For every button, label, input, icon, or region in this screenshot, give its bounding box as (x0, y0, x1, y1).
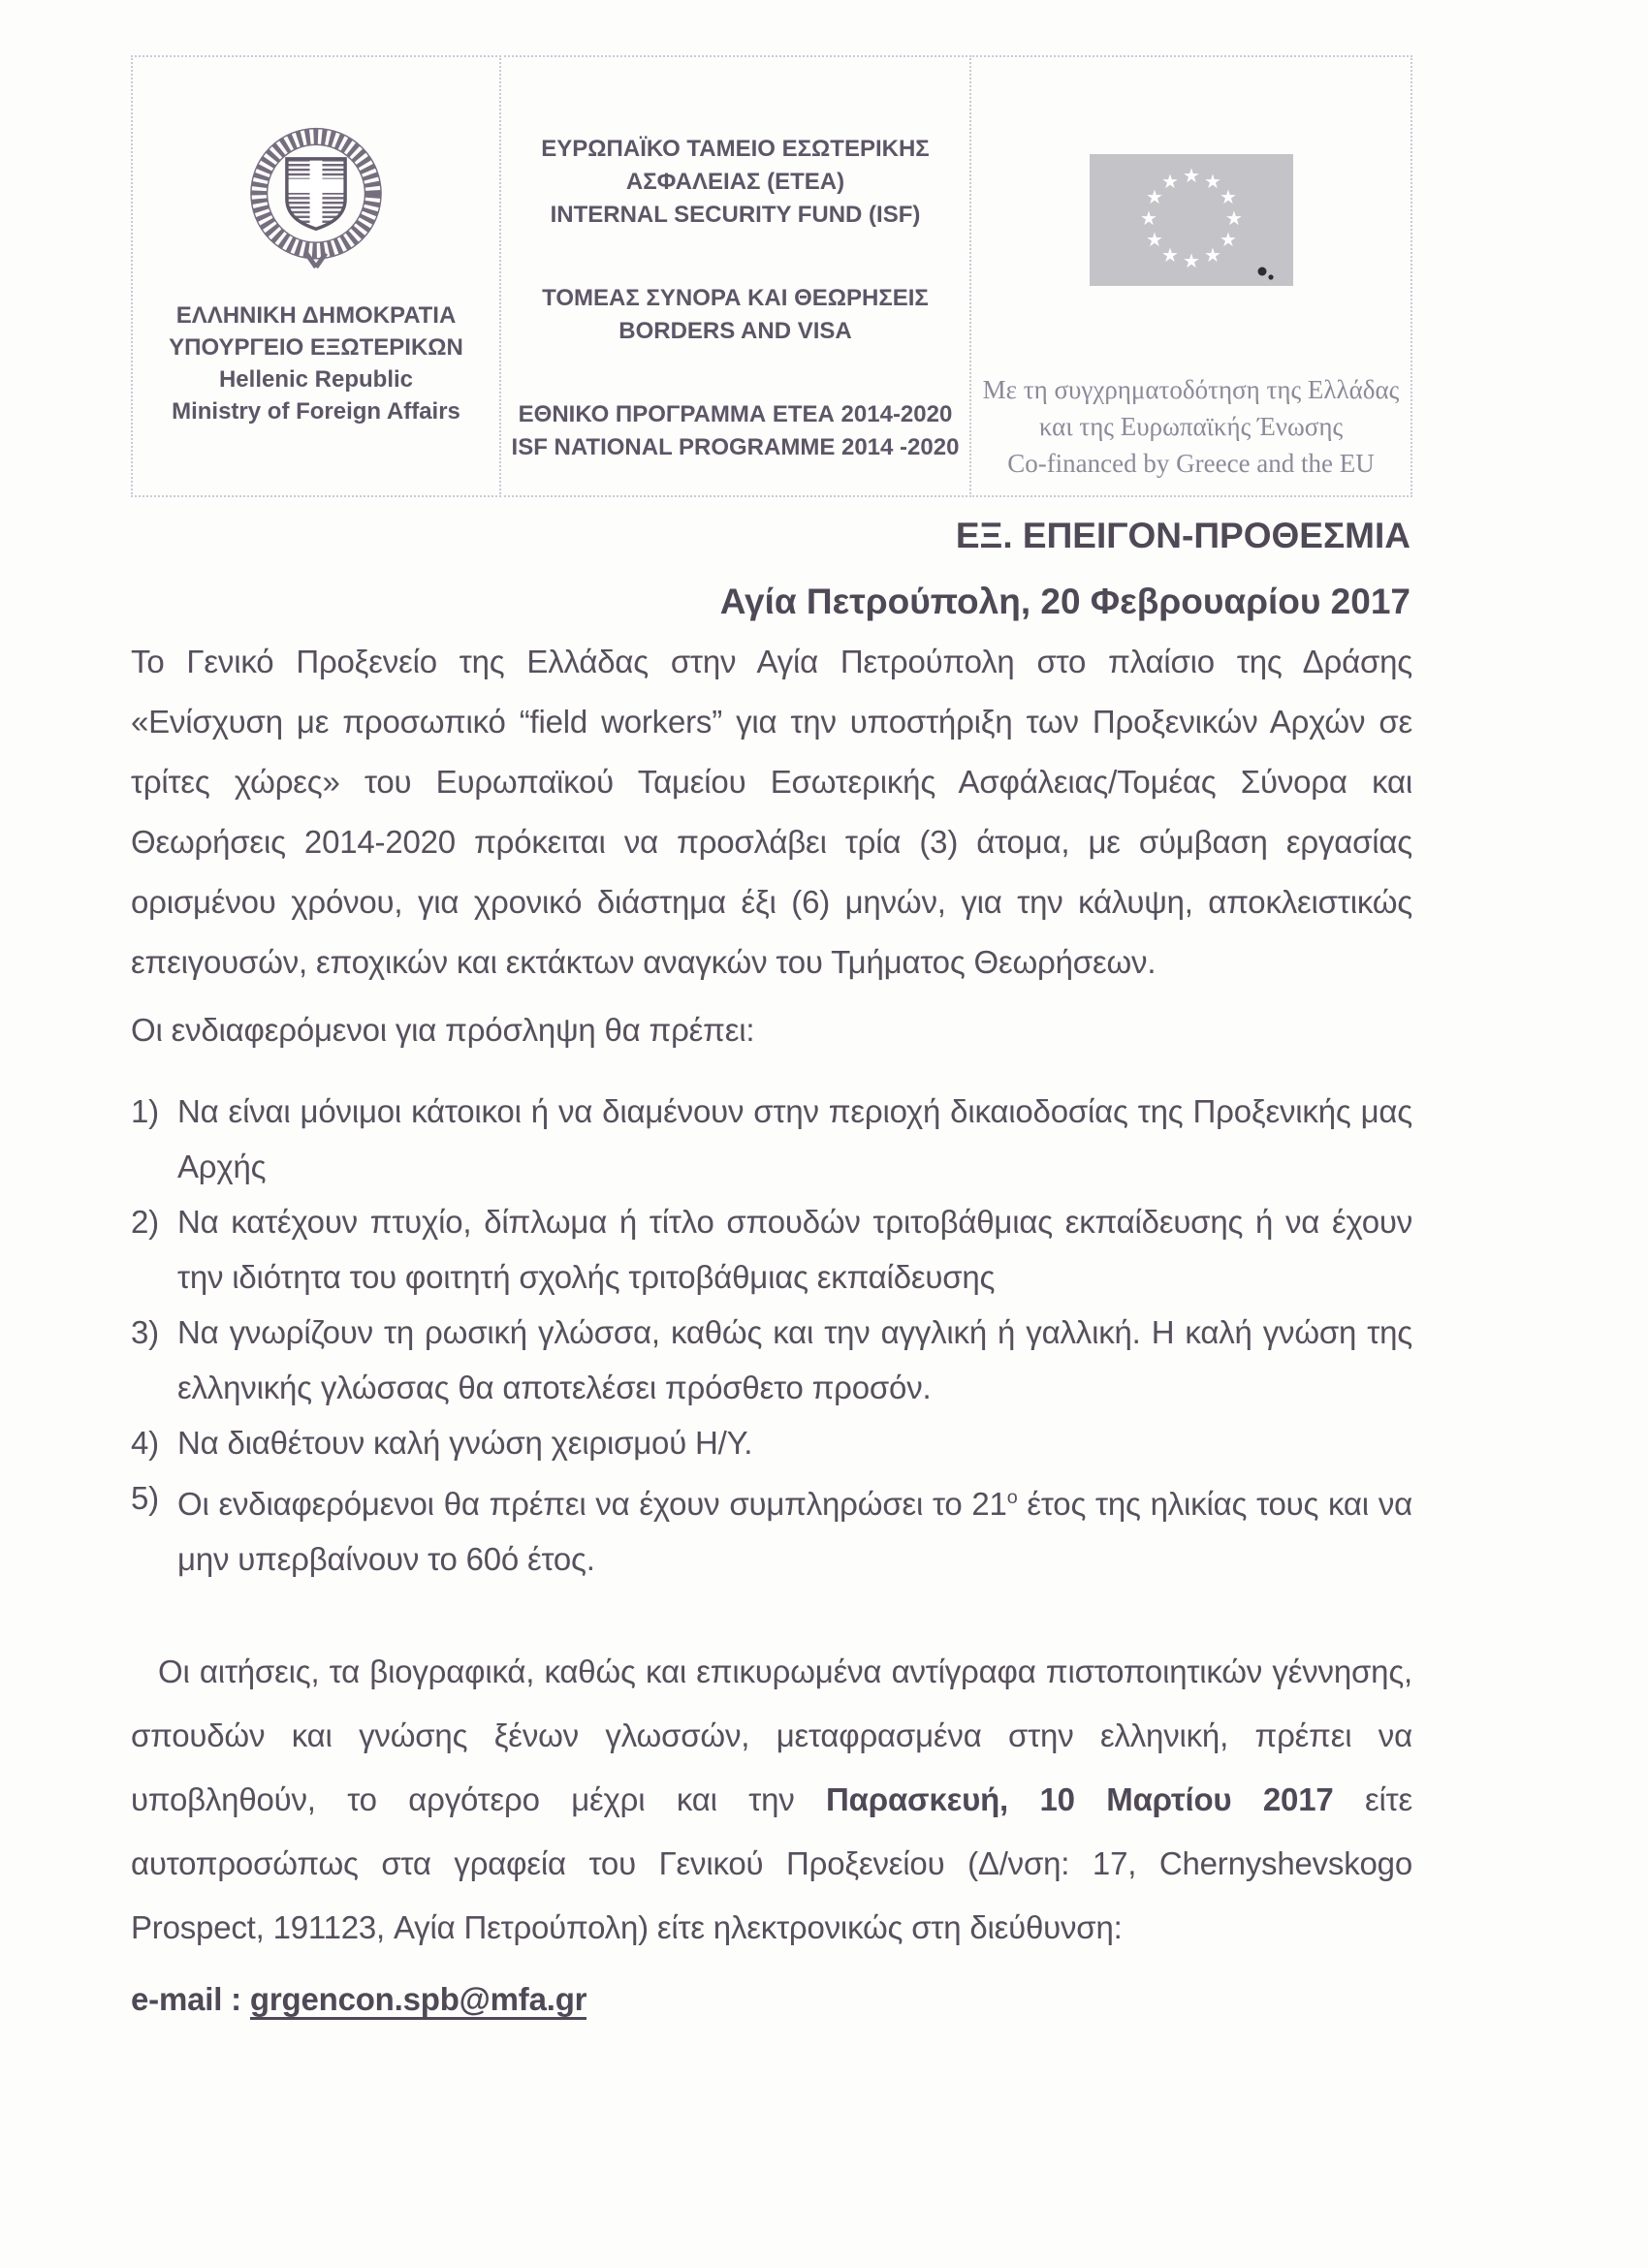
cofinance-caption (983, 371, 1400, 482)
list-item-text-pre: Οι ενδιαφερόμενοι θα πρέπει να έχουν συμπληρώσει το 21 (177, 1486, 1007, 1522)
programme-title (512, 398, 960, 464)
list-item (131, 1470, 1412, 1587)
list-item-text: Να κατέχουν πτυχίο, δίπλωμα ή τίτλο σπουδών τριτοβάθμιας εκπαίδευσης ή να έχουν την ιδιότητα του φοιτητή σχολής τριτοβάθμιας εκπαίδευσης (177, 1204, 1412, 1295)
list-item (131, 1084, 1412, 1194)
list-item (131, 1415, 1412, 1470)
svg-text:★: ★ (1203, 172, 1221, 193)
programme-title-line: ISF NATIONAL PROGRAMME 2014 -2020 (511, 434, 960, 460)
svg-text:★: ★ (1139, 208, 1157, 230)
letterhead-cell-eu (969, 55, 1412, 497)
eu-flag-icon (1090, 154, 1293, 286)
list-item (131, 1305, 1412, 1415)
ordinal-superscript: ο (1006, 1487, 1018, 1508)
fund-title-line: INTERNAL SECURITY FUND (ISF) (550, 202, 921, 228)
letter-body (131, 632, 1412, 2032)
sector-title (542, 282, 929, 348)
svg-text:★: ★ (1219, 230, 1237, 251)
list-item-number: 4) (131, 1425, 159, 1461)
fund-title-line: ΕΥΡΩΠΑΪΚΟ ΤΑΜΕΙΟ ΕΣΩΤΕΡΙΚΗΣ (541, 136, 930, 162)
list-item-number: 1) (131, 1093, 159, 1129)
letterhead-table (131, 55, 1412, 497)
svg-text:★: ★ (1182, 251, 1200, 272)
list-item-text (177, 1470, 1412, 1587)
email-label: e-mail : (131, 1981, 250, 2017)
svg-text:★: ★ (1145, 187, 1163, 208)
submission-text-pre: Οι αιτήσεις, τα βιογραφικά, καθώς και επικυρωμένα αντίγραφα πιστοποιητικών γέννησης, σπουδών και γνώσης ξένων γλωσσών, μεταφρασμένα στην ελληνική, πρέπει να υποβληθούν, το αργότερο μέχρι και την (131, 1654, 1412, 1817)
paragraph-requirements-intro: Οι ενδιαφερόμενοι για πρόσληψη θα πρέπει: (131, 1012, 755, 1048)
letterhead-cell-ministry (131, 55, 501, 497)
letterhead-cell-fund (499, 55, 971, 497)
email-link[interactable]: grgencon.spb@mfa.gr (250, 1981, 586, 2020)
ministry-line: ΥΠΟΥΡΓΕΙΟ ΕΞΩΤΕΡΙΚΩΝ (169, 334, 463, 361)
svg-text:★: ★ (1160, 245, 1179, 267)
list-item-number: 5) (131, 1480, 159, 1516)
paragraph-submission (131, 1640, 1412, 1960)
fund-title-line: ΑΣΦΑΛΕΙΑΣ (ΕΤΕΑ) (625, 169, 845, 195)
paragraph-announcement: Το Γενικό Προξενείο της Ελλάδας στην Αγία Πετρούπολη στο πλαίσιο της Δράσης «Ενίσχυση με προσωπικό “field workers” για την υποστήριξη των Προξενικών Αρχών σε τρίτες χώρες» του Ευρωπαϊκού Ταμείου Εσωτερικής Ασφάλειας/Τομέας Σύνορα και Θεωρήσεις 2014-2020 πρόκειται να προσλάβει τρία (3) άτομα, με σύμβαση εργασίας ορισμένου χρόνου, για χρονικό διάστημα έξι (6) μηνών, για την κάλυψη, αποκλειστικώς επειγουσών, εποχικών και εκτάκτων αναγκών του Τμήματος Θεωρήσεων. (131, 644, 1412, 980)
svg-text:★: ★ (1145, 230, 1163, 251)
submission-text-post: είτε αυτοπροσώπως στα γραφεία του Γενικού Προξενείου (Δ/νση: 17, Chernyshevskogo Prospect, 191123, Αγία Πετρούπολη) είτε ηλεκτρονικώς στη διεύθυνση: (131, 1781, 1413, 1945)
svg-text:★: ★ (1219, 187, 1237, 208)
programme-title-line: ΕΘΝΙΚΟ ΠΡΟΓΡΑΜΜΑ ΕΤΕΑ 2014-2020 (518, 401, 953, 427)
deadline-date: Παρασκευή, 10 Μαρτίου 2017 (826, 1781, 1334, 1817)
requirements-list (131, 1084, 1412, 1587)
list-item-number: 3) (131, 1314, 159, 1350)
fund-title (541, 133, 929, 232)
ministry-line: Hellenic Republic (218, 366, 414, 393)
list-item-text: Να είναι μόνιμοι κάτοικοι ή να διαμένουν στην περιοχή δικαιοδοσίας της Προξενικής μας Αρχής (177, 1093, 1412, 1184)
svg-text:★: ★ (1182, 166, 1200, 187)
svg-text:★: ★ (1203, 245, 1221, 267)
svg-text:★: ★ (1224, 208, 1243, 230)
list-item-text: Να γνωρίζουν τη ρωσική γλώσσα, καθώς και την αγγλική ή γαλλική. Η καλή γνώση της ελληνικής γλώσσας θα αποτελέσει πρόσθετο προσόν. (177, 1314, 1412, 1405)
ministry-line: ΕΛΛΗΝΙΚΗ ΔΗΜΟΚΡΑΤΙΑ (175, 302, 457, 329)
list-item-number: 2) (131, 1204, 159, 1240)
list-item-text: Να διαθέτουν καλή γνώση χειρισμού Η/Υ. (177, 1425, 753, 1461)
hellenic-coat-of-arms-icon (233, 121, 399, 274)
svg-text:★: ★ (1160, 172, 1179, 193)
sector-title-line: BORDERS AND VISA (618, 318, 852, 344)
urgency-label: ΕΞ. ΕΠΕΙΓΟΝ-ΠΡΟΘΕΣΜΙΑ (955, 516, 1410, 555)
place-date-line: Αγία Πετρούπολη, 20 Φεβρουαρίου 2017 (719, 582, 1410, 621)
cofinance-line: Με τη συγχρηματοδότηση της Ελλάδας (982, 375, 1400, 404)
ministry-line: Ministry of Foreign Affairs (172, 398, 460, 425)
ministry-caption (169, 299, 463, 427)
sector-title-line: ΤΟΜΕΑΣ ΣΥΝΟΡΑ ΚΑΙ ΘΕΩΡΗΣΕΙΣ (542, 285, 929, 311)
cofinance-line: και της Ευρωπαϊκής Ένωσης (1038, 412, 1344, 441)
cofinance-line: Co-financed by Greece and the EU (1007, 449, 1375, 478)
email-line (131, 1968, 1412, 2032)
list-item-text-post: έτος της ηλικίας τους και να μην υπερβαίνουν το 60ό έτος. (177, 1486, 1412, 1577)
list-item (131, 1194, 1412, 1305)
